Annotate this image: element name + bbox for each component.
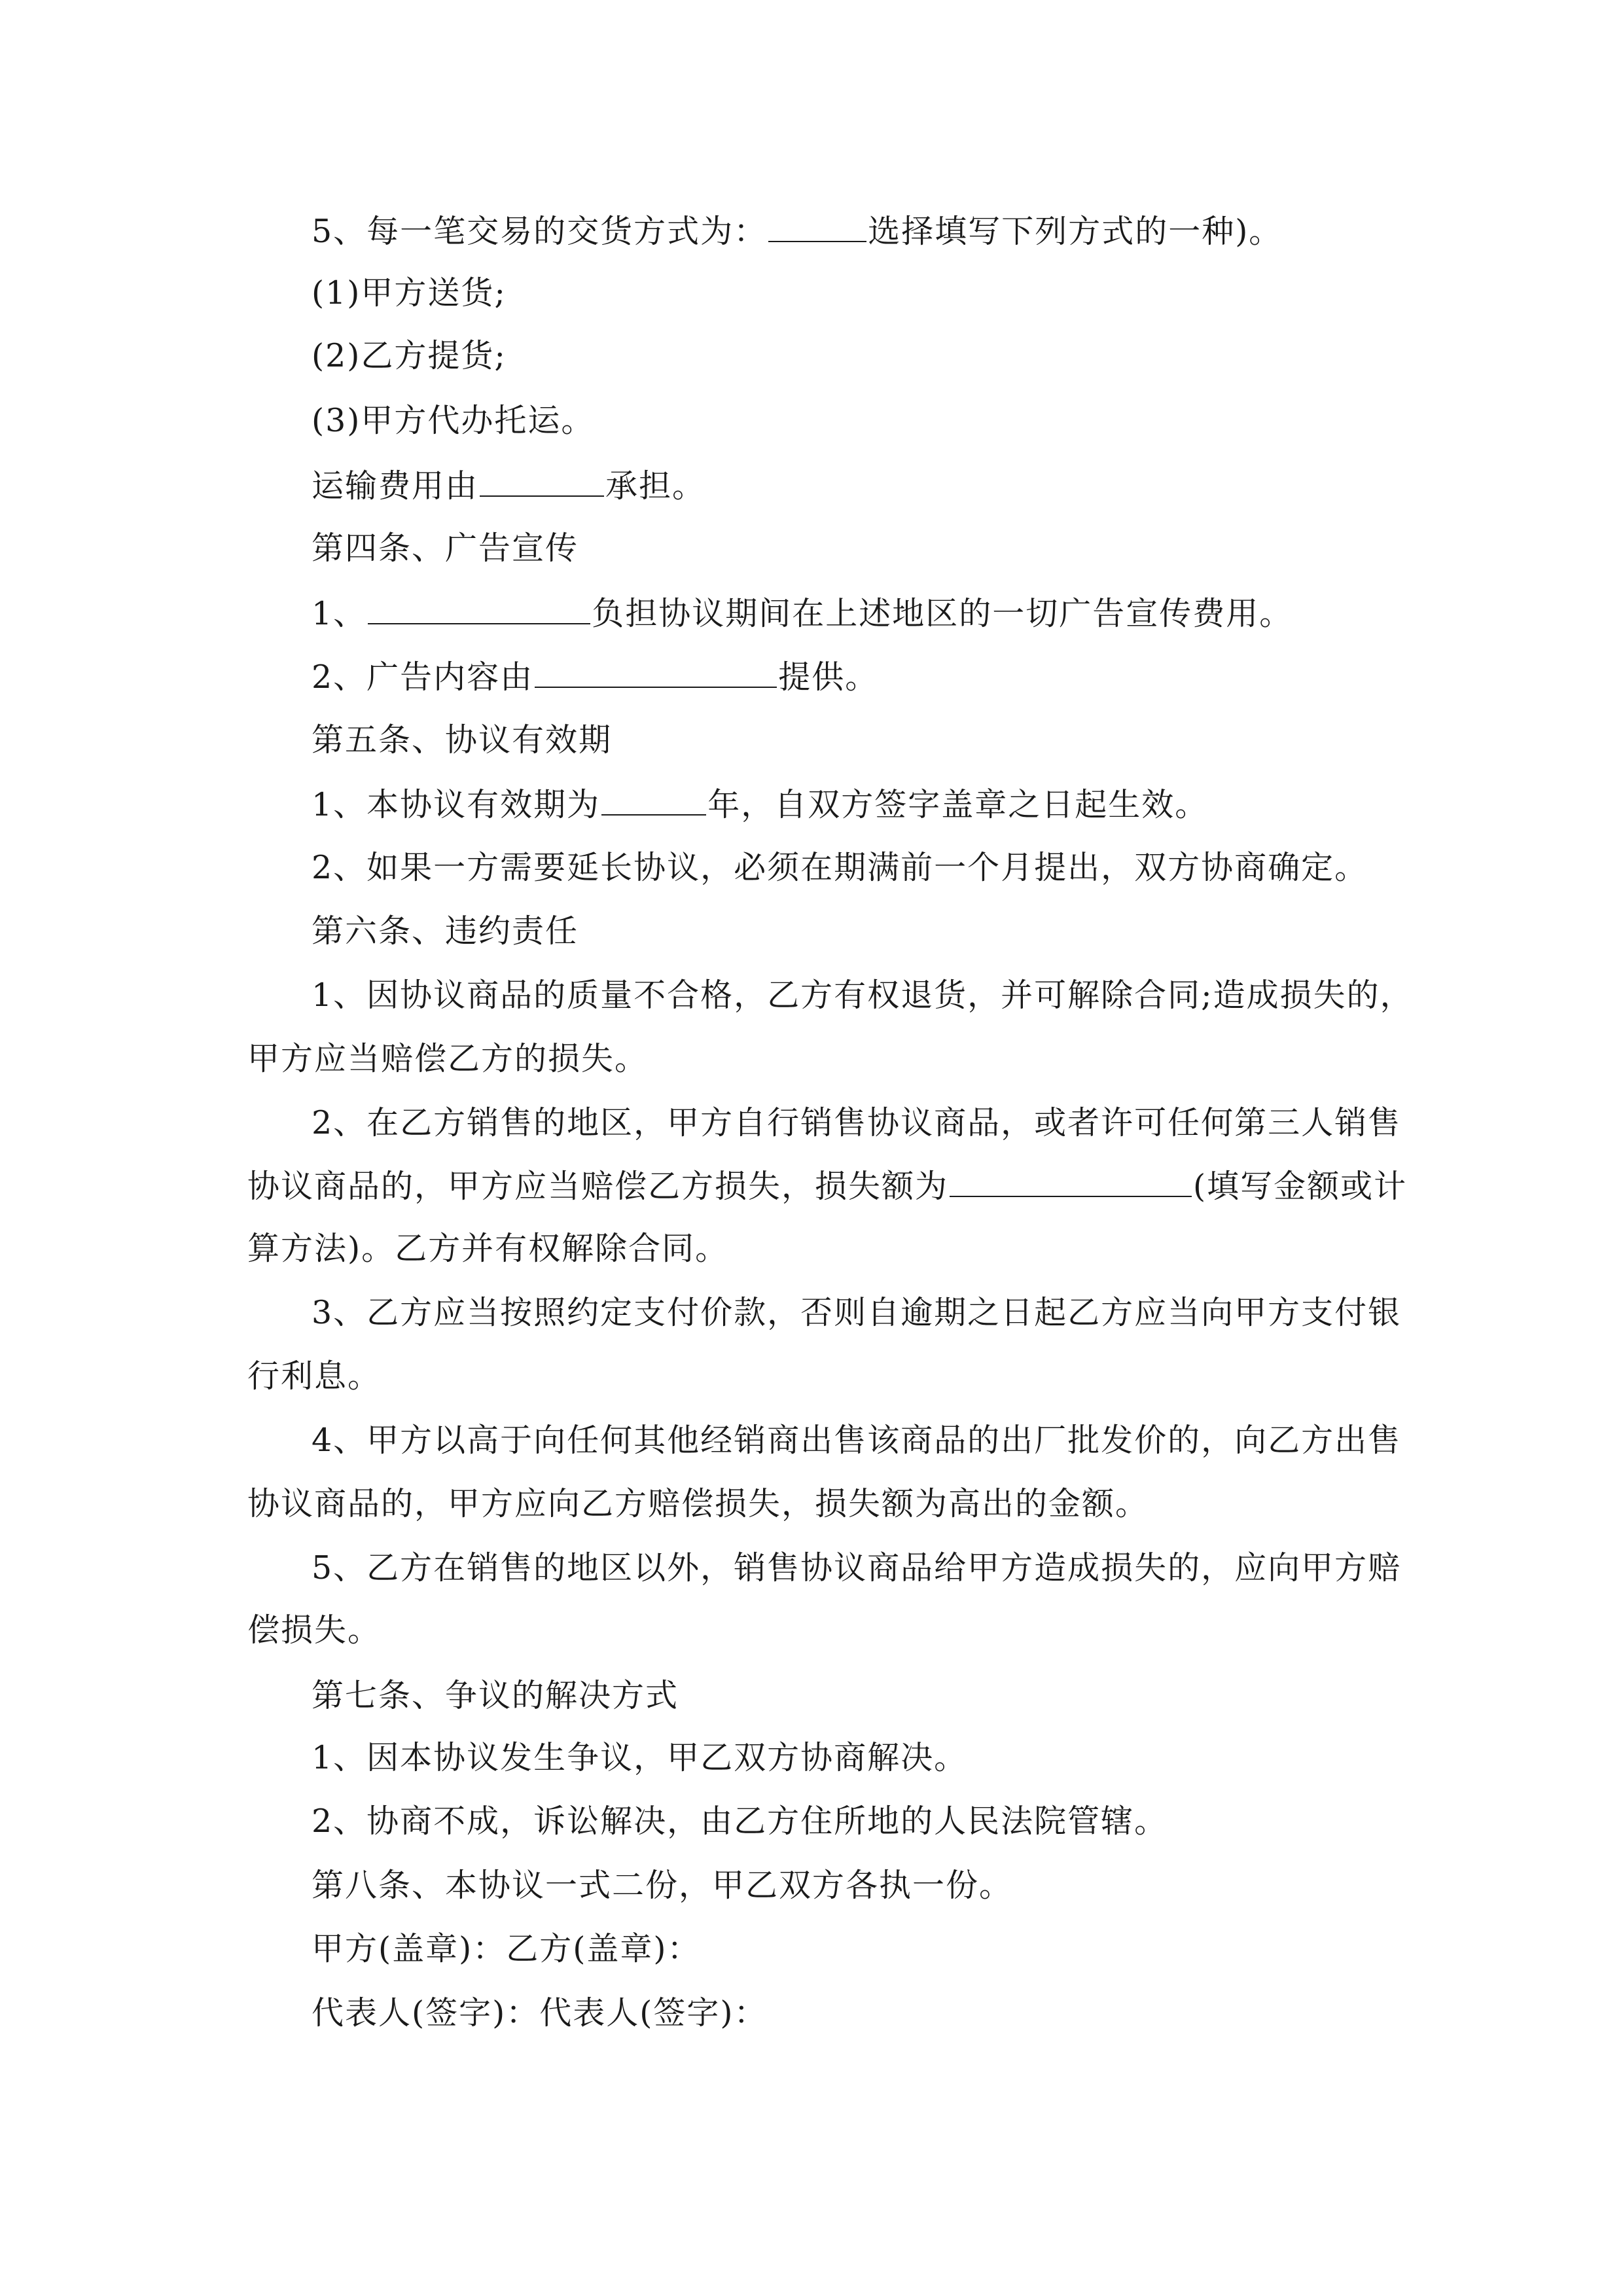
clause-3-item-5-tail: 选择填写下列方式的一种)。 <box>868 213 1283 250</box>
article-6-item-1-line-2: 甲方应当赔偿乙方的损失。 <box>247 1040 649 1077</box>
article-8-title: 第八条、本协议一式二份，甲乙双方各执一份。 <box>312 1867 1013 1904</box>
article-6-item-1-line-1: 1、因协议商品的质量不合格，乙方有权退货，并可解除合同;造成损失的， <box>312 977 1414 1014</box>
clause-3-freight-tail: 承担。 <box>605 467 706 505</box>
article-7-item-2: 2、协商不成，诉讼解决，由乙方住所地的人民法院管辖。 <box>312 1803 1168 1840</box>
article-6-item-5-line-2: 偿损失。 <box>247 1611 382 1649</box>
article-7-item-1: 1、因本协议发生争议，甲乙双方协商解决。 <box>312 1739 968 1776</box>
clause-3-option-1: (1)甲方送货; <box>312 274 507 312</box>
article-6-item-3-line-1: 3、乙方应当按照约定支付价款，否则自逾期之日起乙方应当向甲方支付银 <box>312 1294 1402 1331</box>
signature-line: 代表人(签字)：代表人(签字)： <box>312 1994 768 2032</box>
article-6-item-4-line-2: 协议商品的，甲方应向乙方赔偿损失，损失额为高出的金额。 <box>247 1485 1149 1522</box>
clause-3-item-5 <box>312 211 1282 251</box>
article-6-item-4-line-1: 4、甲方以高于向任何其他经销商出售该商品的出厂批发价的，向乙方出售 <box>312 1422 1402 1459</box>
article-6-item-5-line-1: 5、乙方在销售的地区以外，销售协议商品给甲方造成损失的，应向甲方赔 <box>312 1549 1402 1587</box>
article-5-item-1 <box>312 784 1208 825</box>
seal-line: 甲方(盖章)：乙方(盖章)： <box>312 1930 701 1967</box>
article-4-item-1 <box>312 593 1293 634</box>
clause-3-freight-text: 运输费用由 <box>312 467 479 505</box>
article-4-item-1-tail: 负担协议期间在上述地区的一切广告宣传费用。 <box>592 595 1293 632</box>
article-7-title: 第七条、争议的解决方式 <box>312 1677 679 1714</box>
article-6-item-2-line-3: 算方法)。乙方并有权解除合同。 <box>247 1230 729 1267</box>
freight-party-blank <box>480 465 604 497</box>
article-5-item-2: 2、如果一方需要延长协议，必须在期满前一个月提出，双方协商确定。 <box>312 849 1368 886</box>
article-4-item-1-text: 1、 <box>312 595 367 632</box>
loss-amount-blank <box>950 1166 1192 1197</box>
article-5-title: 第五条、协议有效期 <box>312 721 613 759</box>
article-4-item-2 <box>312 656 878 697</box>
article-4-item-2-tail: 提供。 <box>778 658 879 696</box>
article-6-item-2-line-2-text: 协议商品的，甲方应当赔偿乙方损失，损失额为 <box>247 1168 949 1205</box>
article-6-title: 第六条、违约责任 <box>312 912 579 950</box>
article-5-item-1-tail: 年，自双方签字盖章之日起生效。 <box>707 786 1209 823</box>
article-6-item-2-line-2 <box>247 1166 1407 1206</box>
clause-3-option-2: (2)乙方提货; <box>312 337 507 374</box>
article-5-item-1-text: 1、本协议有效期为 <box>312 786 601 823</box>
clause-3-freight <box>312 465 705 506</box>
article-6-item-2-line-2-tail: (填写金额或计 <box>1193 1168 1408 1205</box>
article-4-item-2-text: 2、广告内容由 <box>312 658 534 696</box>
advertising-party-blank <box>368 593 590 624</box>
clause-3-item-5-text: 5、每一笔交易的交货方式为： <box>312 213 768 250</box>
clause-3-option-3: (3)甲方代办托运。 <box>312 402 595 439</box>
ad-content-party-blank <box>535 656 777 688</box>
article-6-item-2-line-1: 2、在乙方销售的地区，甲方自行销售协议商品，或者许可任何第三人销售 <box>312 1104 1402 1141</box>
validity-years-blank <box>601 784 706 816</box>
article-6-item-3-line-2: 行利息。 <box>247 1357 382 1395</box>
delivery-method-blank <box>768 211 866 242</box>
article-4-title: 第四条、广告宣传 <box>312 529 579 567</box>
